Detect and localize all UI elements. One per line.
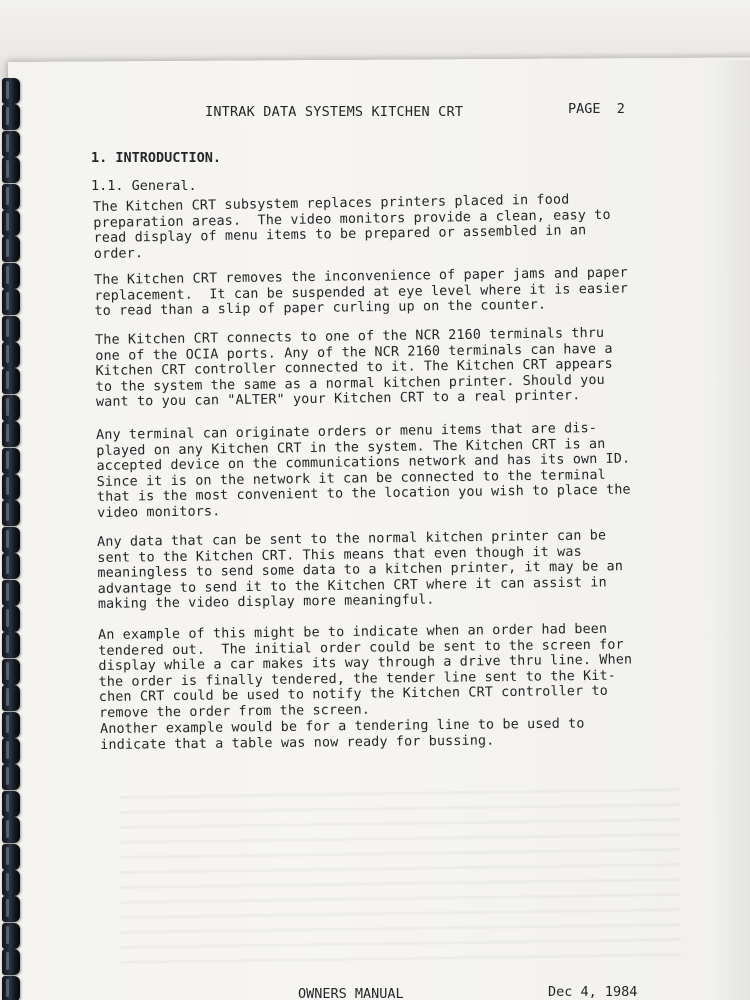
paragraph: The Kitchen CRT connects to one of the NCR 2160 terminals thru one of the OCIA ports. Any of the NCR 2160 terminals can have a Kitchen CRT controller connected to it. The Kitchen CRT appears to the system the same as a normal kitchen printer. Should you want to you can "ALTER" your Kitchen CRT to a real printer. (95, 325, 613, 411)
paragraph: Any terminal can originate orders or menu items that are dis- played on any Kitchen CRT in the system. The Kitchen CRT is an accepted device on the communications network and has its own ID. Since it is on the network it can be connected to the terminal that is the most convenient to the location you wish to place the video monitors. (96, 421, 631, 521)
paragraph: Another example would be for a tendering line to be used to indicate that a table was now ready for bussing. (100, 716, 585, 753)
header-title: INTRAK DATA SYSTEMS KITCHEN CRT (205, 104, 464, 120)
subsection-heading: 1.1. General. (91, 178, 197, 194)
paragraph: The Kitchen CRT subsystem replaces printers placed in food preparation areas. The video monitors provide a clean, easy to read display of menu items to be prepared or assembled in an order. (93, 192, 611, 262)
paragraph: An example of this might be to indicate when an order had been tendered out. The initial order could be sent to the screen for display while a car makes its way through a drive thru line. When the order is finally tendered, the tender line sent to the Kit- chen CRT could be used to notify the Kitchen CRT controller to remove the order from the screen. (98, 621, 633, 721)
footer-manual-label: OWNERS MANUAL (298, 986, 404, 1000)
section-heading: 1. INTRODUCTION. (91, 150, 222, 166)
footer-date: Dec 4, 1984 (548, 984, 638, 1000)
page-number: PAGE 2 (568, 101, 625, 117)
paragraph: Any data that can be sent to the normal kitchen printer can be sent to the Kitchen CRT. This means that even though it was meaningless to send some data to a kitchen printer, it may be an advantage to send it to the Kitchen CRT where it can assist in making the video display more meaningful. (97, 528, 624, 613)
paragraph: The Kitchen CRT removes the inconvenience of paper jams and paper replacement. It can be suspended at eye level where it is easier to read than a slip of paper curling up on the counter. (94, 265, 629, 320)
